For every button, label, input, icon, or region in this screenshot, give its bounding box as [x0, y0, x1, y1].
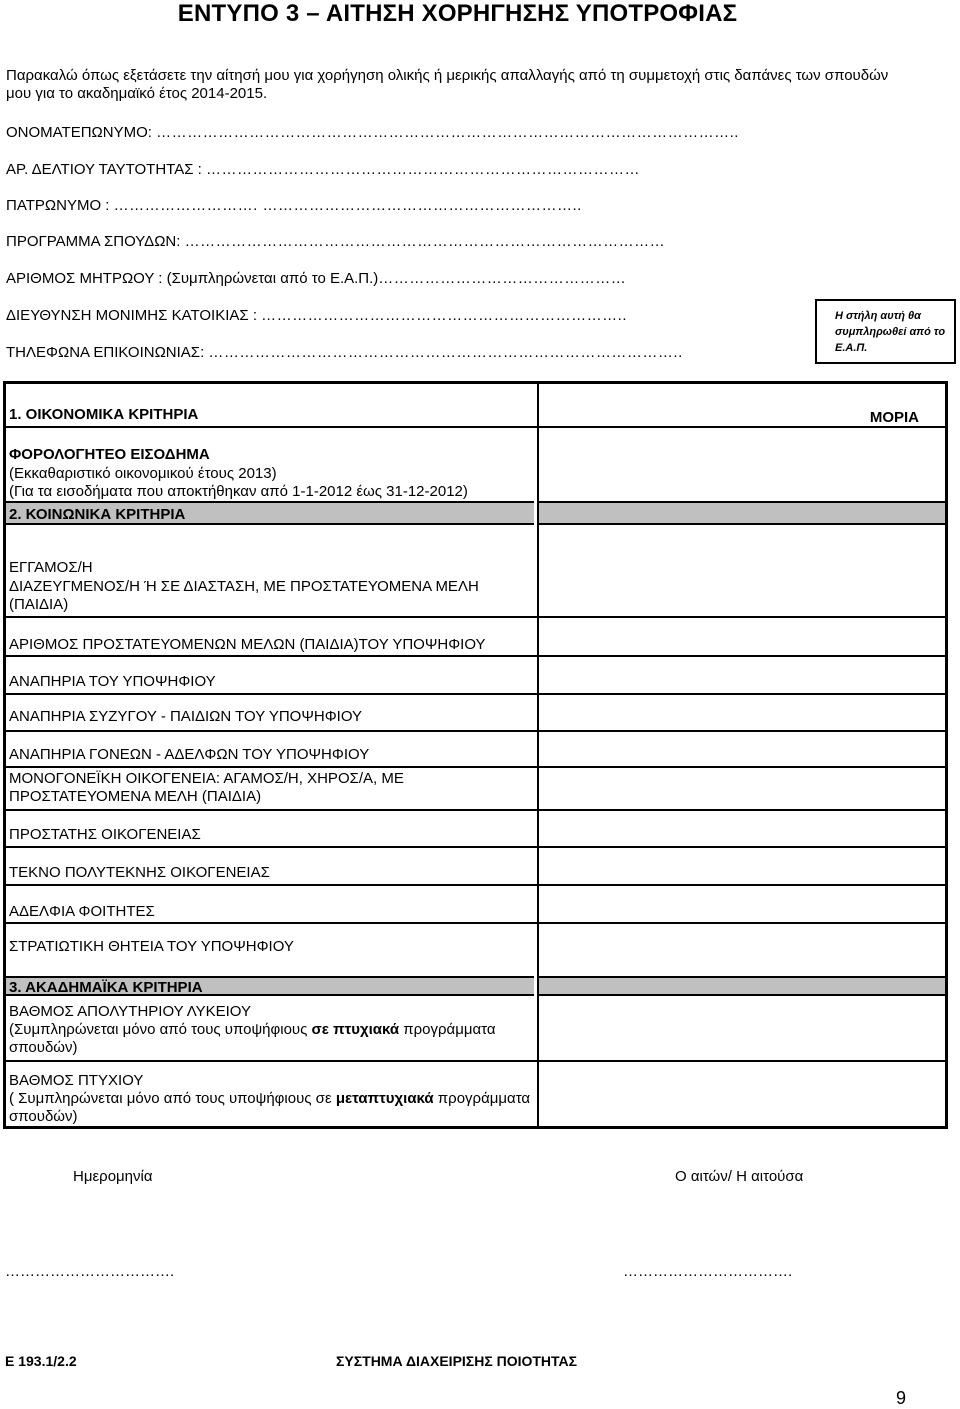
lyceum-title: ΒΑΘΜΟΣ ΑΠΟΛΥΤΗΡΙΟΥ ΛΥΚΕΙΟΥ [9, 1003, 251, 1020]
father-name-field[interactable] [6, 197, 582, 215]
income-note-1: (Εκκαθαριστικό οικονομικού έτους 2013) [9, 465, 277, 482]
disability-row: ΑΝΑΠΗΡΙΑ ΤΟΥ ΥΠΟΨΗΦΙΟΥ [9, 673, 216, 690]
page-number: 9 [896, 1388, 907, 1408]
section-academic-heading: 3. ΑΚΑΔΗΜΑΪΚΑ ΚΡΙΤΗΡΙΑ [6, 976, 534, 996]
eap-note: Η στήλη αυτή θα συμπληρωθεί από το Ε.Α.Π. [835, 310, 946, 354]
score-header-cell [539, 384, 945, 428]
married-row: ΕΓΓΑΜΟΣ/Η [9, 559, 93, 576]
phones-dots: ……………………………………………………………………………….. [208, 344, 683, 361]
row-divider [6, 655, 945, 657]
address-label: ΔΙΕΥΘΥΝΣΗ ΜΟΝΙΜΗΣ ΚΑΤΟΙΚΙΑΣ : [6, 307, 262, 324]
divorced-row: ΔΙΑΖΕΥΓΜΕΝΟΣ/Η Ή ΣΕ ΔΙΑΣΤΑΣΗ, ΜΕ ΠΡΟΣΤΑΤΕΥΟΜΕΝΑ ΜΕΛΗ (ΠΑΙΔΙΑ) [9, 578, 479, 613]
address-field[interactable] [6, 307, 627, 325]
address-dots: …………………………………………………………….. [261, 307, 627, 324]
criteria-table [3, 381, 948, 1129]
row-divider [6, 693, 945, 695]
date-label: Ημερομηνία [73, 1168, 153, 1185]
score-shade-academic [539, 976, 945, 996]
row-divider [6, 426, 945, 428]
large-family-row: ΤΕΚΝΟ ΠΟΛΥΤΕΚΝΗΣ ΟΙΚΟΓΕΝΕΙΑΣ [9, 864, 270, 881]
form-title: ΕΝΤΥΠΟ 3 – ΑΙΤΗΣΗ ΧΟΡΗΓΗΣΗΣ ΥΠΟΤΡΟΦΙΑΣ [177, 0, 738, 27]
row-divider [6, 809, 945, 811]
eap-note-box [815, 299, 956, 364]
registration-number-dots: ………………………………………… [378, 270, 627, 287]
phones-label: ΤΗΛΕΦΩΝΑ ΕΠΙΚΟΙΝΩΝΙΑΣ: [6, 344, 209, 361]
degree-note-emphasis: μεταπτυχιακά [335, 1090, 434, 1107]
row-divider [6, 846, 945, 848]
applicant-signature-line[interactable]: ……………………………. [623, 1263, 793, 1280]
row-divider [6, 766, 945, 768]
row-divider [6, 1060, 945, 1062]
lyceum-note: (Συμπληρώνεται μόνο από τους υποψήφιους σε πτυχιακά προγράμματα σπουδών) [9, 1021, 496, 1056]
degree-note: ( Συμπληρώνεται μόνο από τους υποψήφιους σε μεταπτυχιακά προγράμματα σπουδών) [9, 1090, 531, 1125]
family-head-row: ΠΡΟΣΤΑΤΗΣ ΟΙΚΟΓΕΝΕΙΑΣ [9, 826, 201, 843]
income-note-2: (Για τα εισοδήματα που αποκτήθηκαν από 1-1-2012 έως 31-12-2012) [9, 483, 468, 500]
score-column[interactable] [537, 384, 945, 1126]
id-card-dots: ………………………………………………………………………… [206, 161, 641, 178]
siblings-row: ΑΔΕΛΦΙΑ ΦΟΙΤΗΤΕΣ [9, 903, 155, 920]
applicant-label: Ο αιτών/ Η αιτούσα [675, 1168, 804, 1185]
row-divider [6, 922, 945, 924]
lyceum-note-emphasis: σε πτυχιακά [311, 1021, 400, 1038]
single-parent-row: ΜΟΝΟΓΟΝΕΪΚΗ ΟΙΚΟΓΕΝΕΙΑ: ΑΓΑΜΟΣ/Η, ΧΗΡΟΣ/Α, ΜΕ ΠΡΟΣΤΑΤΕΥΟΜΕΝΑ ΜΕΛΗ (ΠΑΙΔΙΑ) [9, 770, 404, 805]
section-economic-heading: 1. ΟΙΚΟΝΟΜΙΚΑ ΚΡΙΤΗΡΙΑ [9, 406, 199, 423]
registration-number-label: ΑΡΙΘΜΟΣ ΜΗΤΡΩΟΥ : (Συμπληρώνεται από το Ε.Α.Π.) [6, 270, 379, 287]
row-divider [6, 730, 945, 732]
degree-title: ΒΑΘΜΟΣ ΠΤΥΧΙΟΥ [9, 1072, 144, 1089]
father-name-label: ΠΑΤΡΩΝΥΜΟ : [6, 197, 114, 214]
program-label: ΠΡΟΓΡΑΜΜΑ ΣΠΟΥΔΩΝ: [6, 233, 185, 250]
intro-text: Παρακαλώ όπως εξετάσετε την αίτησή μου για χορήγηση ολικής ή μερικής απαλλαγής από τη συμμετοχή στις δαπάνες των σπουδών μου για το ακαδημαϊκό έτος 2014-2015. [6, 67, 889, 102]
program-field[interactable] [6, 233, 665, 251]
row-divider [6, 616, 945, 618]
disability-spouse-row: ΑΝΑΠΗΡΙΑ ΣΥΖΥΓΟΥ - ΠΑΙΔΙΩΝ ΤΟΥ ΥΠΟΨΗΦΙΟΥ [9, 708, 363, 725]
name-field[interactable] [6, 124, 739, 142]
father-name-dots: ………………………. …………………………………………………….. [113, 197, 582, 214]
id-card-label: ΑΡ. ΔΕΛΤΙΟΥ ΤΑΥΤΟΤΗΤΑΣ : [6, 161, 207, 178]
name-label: ΟΝΟΜΑΤΕΠΩΝΥΜΟ: [6, 124, 157, 141]
dependents-row: ΑΡΙΘΜΟΣ ΠΡΟΣΤΑΤΕΥΟΜΕΝΩΝ ΜΕΛΩΝ (ΠΑΙΔΙΑ)ΤΟΥ ΥΠΟΨΗΦΙΟΥ [9, 636, 486, 653]
id-card-field[interactable] [6, 161, 640, 179]
name-dots: ………………………………………………………………………………………………….. [156, 124, 739, 141]
row-divider [6, 884, 945, 886]
income-title: ΦΟΡΟΛΟΓΗΤΕΟ ΕΙΣΟΔΗΜΑ [9, 446, 210, 463]
score-shade-social [539, 501, 945, 525]
form-code: Ε 193.1/2.2 [5, 1353, 77, 1369]
phones-field[interactable] [6, 344, 683, 362]
disability-parents-row: ΑΝΑΠΗΡΙΑ ΓΟΝΕΩΝ - ΑΔΕΛΦΩΝ ΤΟΥ ΥΠΟΨΗΦΙΟΥ [9, 746, 370, 763]
military-row: ΣΤΡΑΤΙΩΤΙΚΗ ΘΗΤΕΙΑ ΤΟΥ ΥΠΟΨΗΦΙΟΥ [9, 938, 294, 955]
date-signature-line[interactable]: ……………………………. [5, 1263, 175, 1280]
score-header: ΜΟΡΙΑ [869, 409, 919, 426]
section-social-heading: 2. ΚΟΙΝΩΝΙΚΑ ΚΡΙΤΗΡΙΑ [6, 501, 534, 525]
registration-number-field[interactable] [6, 270, 626, 288]
quality-system-label: ΣΥΣΤΗΜΑ ΔΙΑΧΕΙΡΙΣΗΣ ΠΟΙΟΤΗΤΑΣ [336, 1353, 578, 1369]
program-dots: ………………………………………………………………………………… [184, 233, 666, 250]
